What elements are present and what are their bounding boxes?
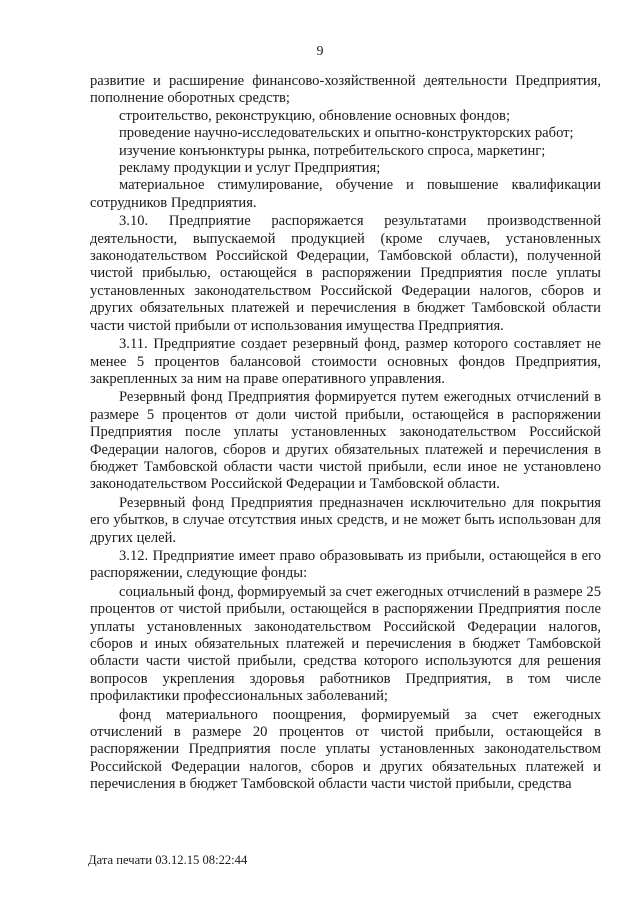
paragraph-3-12: 3.12. Предприятие имеет право образовывать из прибыли, остающейся в его распоряжении, следующие фонды: bbox=[90, 547, 601, 582]
paragraph-3-11: 3.11. Предприятие создает резервный фонд, размер которого составляет не менее 5 процентов балансовой стоимости основных фондов Предприятия, закрепленных за ним на праве оперативного управления. bbox=[90, 336, 601, 387]
list-item-incentive-fund: фонд материального поощрения, формируемый за счет ежегодных отчислений в размере 20 процентов от чистой прибыли, остающейся в распоряжении Предприятия после уплаты установленных законодательством Российской Федерации налогов, сборов и других обязательных платежей и перечисления в бюджет Тамбовской области части чистой прибыли, средства bbox=[90, 706, 601, 793]
list-item-incentives: материальное стимулирование, обучение и повышение квалификации сотрудников Предприятия. bbox=[90, 177, 601, 211]
page-number: 9 bbox=[316, 44, 324, 59]
list-item-market-study: изучение конъюнктуры рынка, потребительского спроса, маркетинг; bbox=[119, 142, 546, 159]
paragraph-reserve-fund-purpose: Резервный фонд Предприятия предназначен исключительно для покрытия его убытков, в случае отсутствия иных средств, и не может быть использован для других целей. bbox=[90, 494, 601, 546]
paragraph-3-10: 3.10. Предприятие распоряжается результатами производственной деятельности, выпускаемой продукцией (кроме случаев, установленных законодательством Российской Федерации, Тамбовской области), полученной чистой прибылью, остающейся в распоряжении Предприятия после уплаты установленных законодательством Российской Федерации налогов, сборов и других обязательных платежей и перечисления в бюджет Тамбовской области части чистой прибыли от использования имущества Предприятия. bbox=[90, 213, 601, 334]
list-item-social-fund: социальный фонд, формируемый за счет ежегодных отчислений в размере 25 процентов от чистой прибыли, остающейся в распоряжении Предприятия после уплаты установленных законодательством Российской Федерации налогов, сборов и иных обязательных платежей и перечисления в бюджет Тамбовской области части чистой прибыли, средства которого используются для решения вопросов укрепления здоровья работников Предприятия, в том числе профилактики профессиональных заболеваний; bbox=[90, 583, 601, 705]
list-item-research: проведение научно-исследовательских и опытно-конструкторских работ; bbox=[119, 125, 574, 142]
list-item-advertising: рекламу продукции и услуг Предприятия; bbox=[119, 160, 381, 177]
list-item-development: развитие и расширение финансово-хозяйственной деятельности Предприятия, пополнение оборотных средств; bbox=[90, 73, 601, 107]
paragraph-reserve-fund-formation: Резервный фонд Предприятия формируется путем ежегодных отчислений в размере 5 процентов от доли чистой прибыли, остающейся в распоряжении Предприятия после уплаты установленных законодательством Российской Федерации налогов, сборов и других обязательных платежей и перечисления в бюджет Тамбовской области части чистой прибыли, если иное не установлено законодательством Российской Федерации и Тамбовской области. bbox=[90, 389, 601, 493]
print-date-footer: Дата печати 03.12.15 08:22:44 bbox=[88, 853, 248, 867]
list-item-construction: строительство, реконструкцию, обновление основных фондов; bbox=[119, 107, 511, 124]
document-body bbox=[90, 73, 601, 794]
